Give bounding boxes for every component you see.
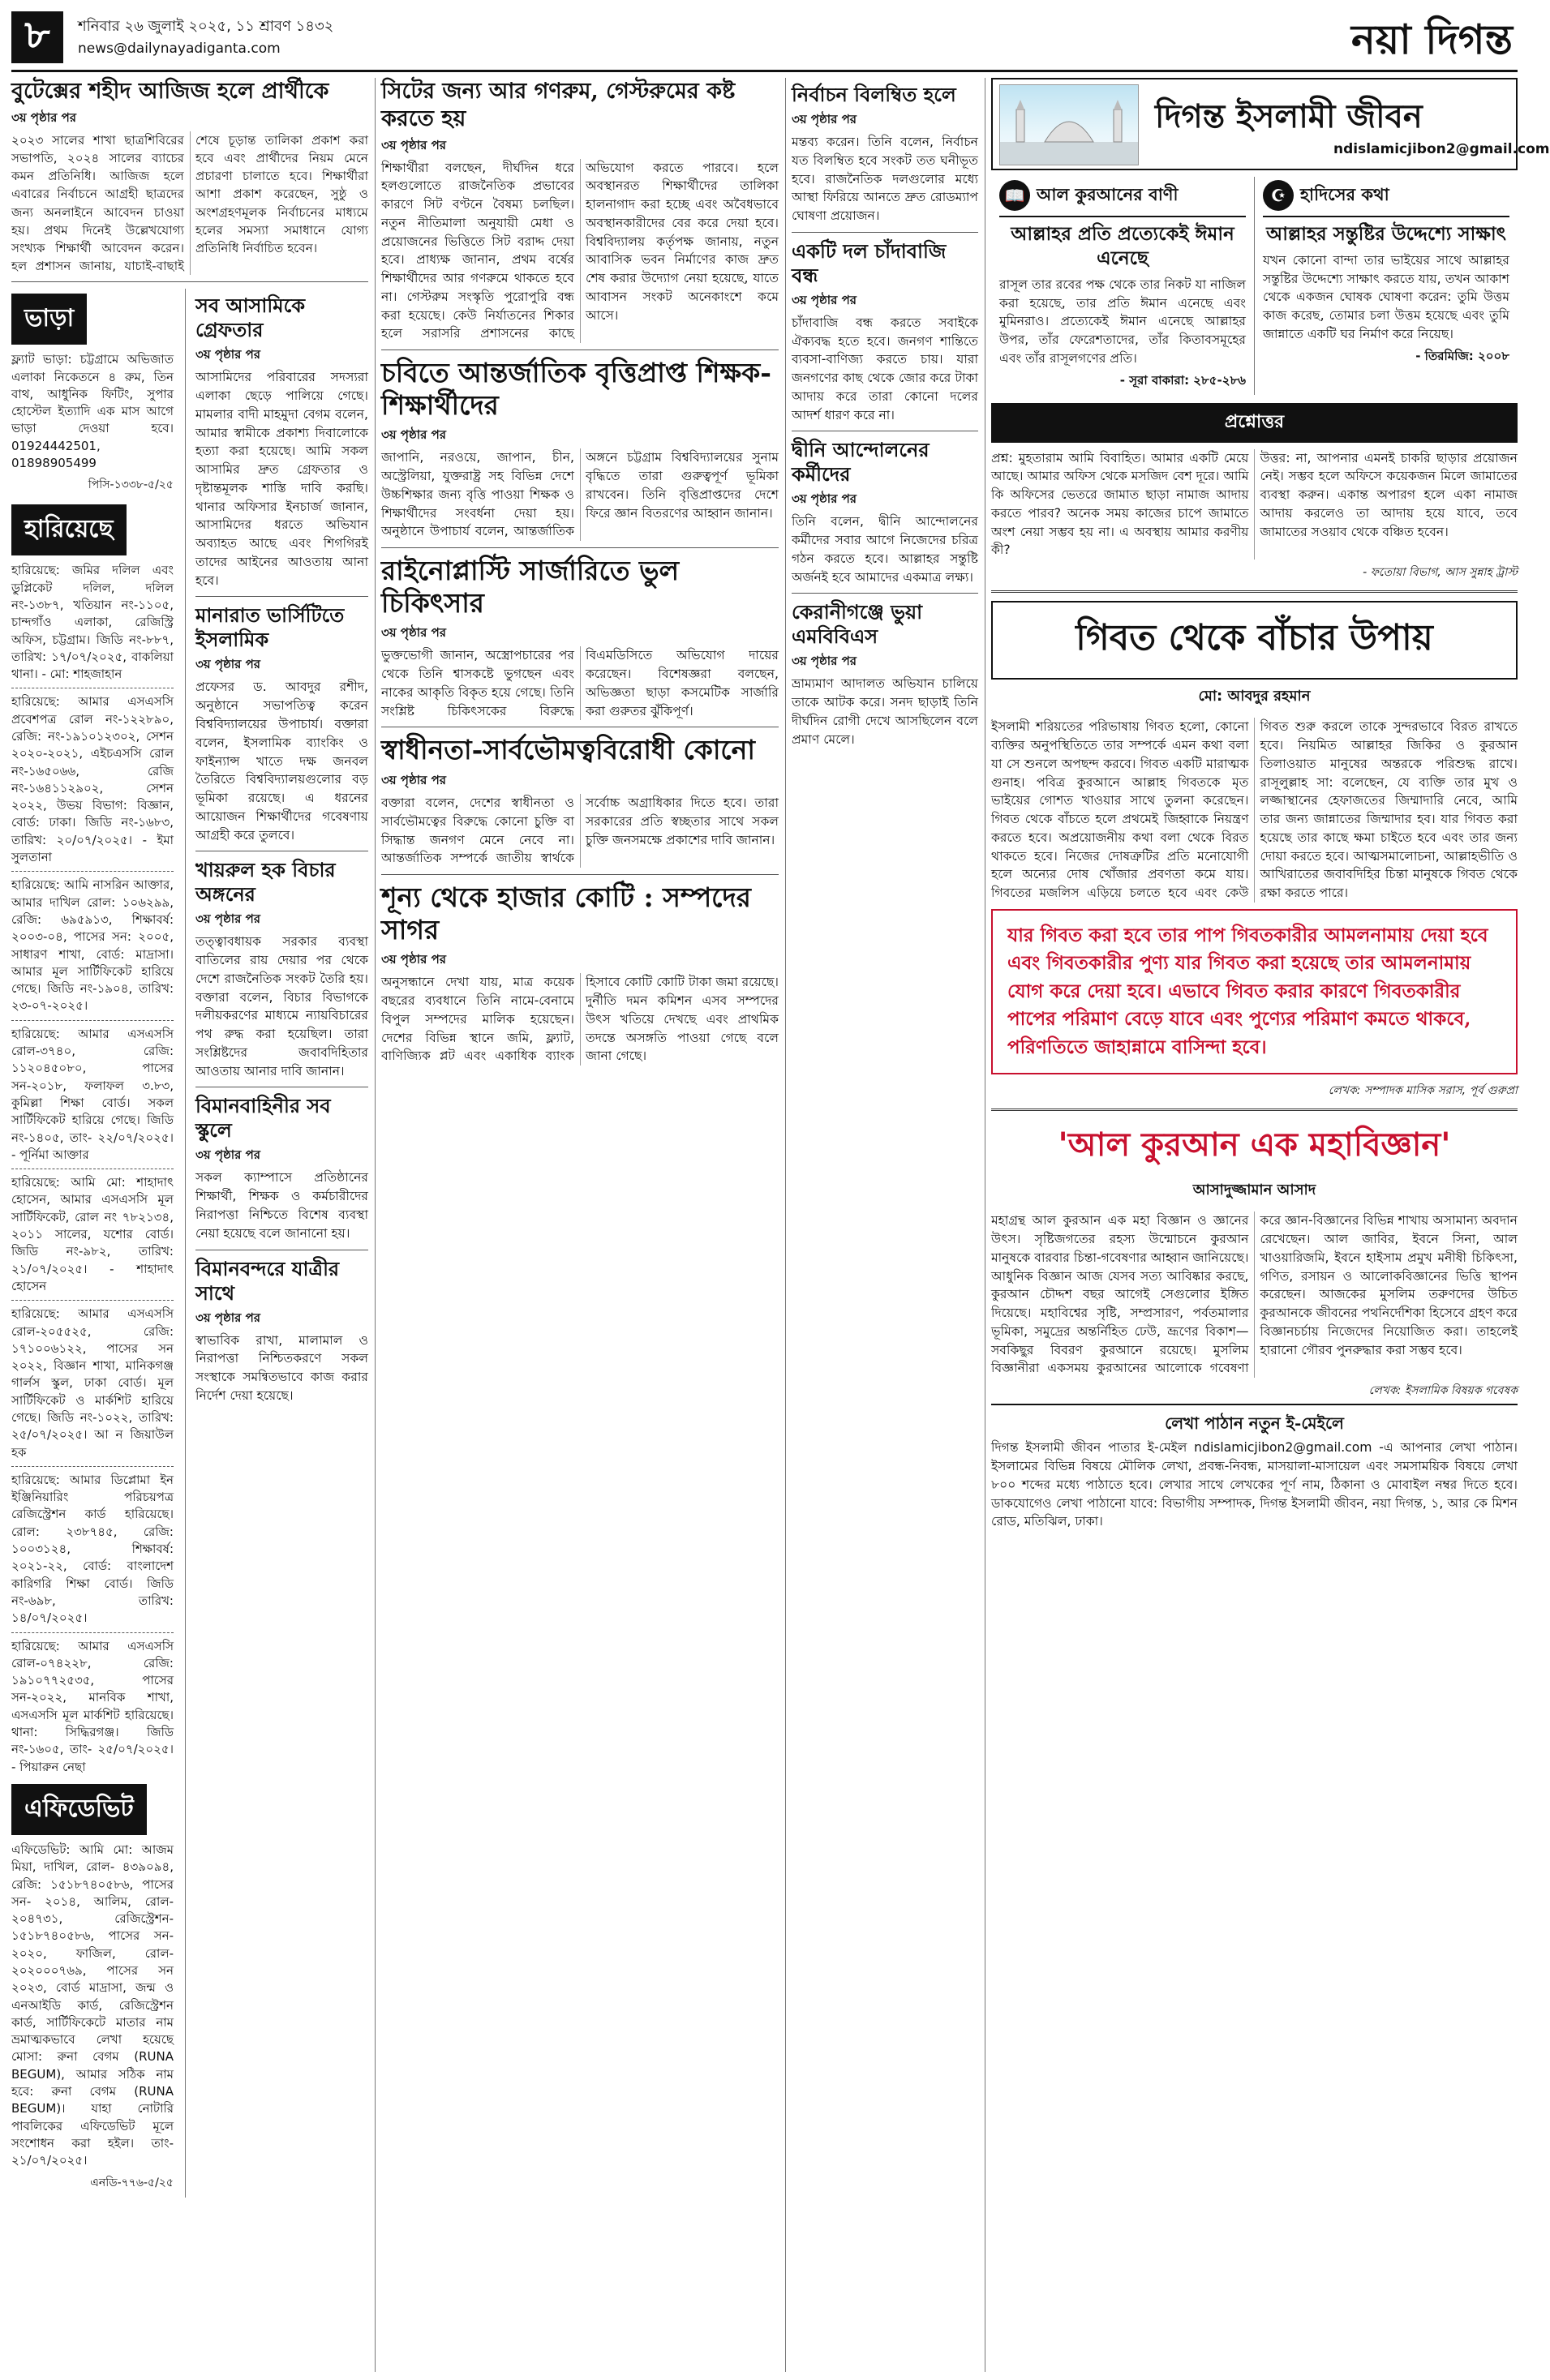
divider (11, 871, 174, 872)
page-header (11, 6, 1518, 72)
quran-text: রাসূল তার রবের পক্ষ থেকে তার নিকট যা নাজিল করা হয়েছে, তার প্রতি ঈমান এনেছে এবং মুমিনরাও। প্রত্যেকেই ঈমান এনেছে আল্লাহর উপর, তাঁর ফেরেশতাদের, তাঁর কিতাবসমূহের এবং তাঁর রাসূলগণের প্রতি। (999, 277, 1246, 366)
divider (792, 593, 978, 594)
headline-election-delay: নির্বাচন বিলম্বিত হলে (792, 83, 956, 106)
story-body: প্রফেসর ড. আবদুর রশীদ, অনুষ্ঠানে সভাপতিত্ব করেন বিশ্ববিদ্যালয়ের উপাচার্য। বক্তারা বলেন, ইসলামিক ব্যাংকিং ও ফাইন্যান্স খাতে দক্ষ জনবল তৈরিতে বিশ্ববিদ্যালয়গুলোর বড় ভূমিকা রয়েছে। এ ধরনের আয়োজন শিক্ষার্থীদের গবেষণায় আগ্রহী করে তুলবে। (195, 680, 368, 843)
story-body: স্বাভাবিক রাখা, মালামাল ও নিরাপত্তা নিশ্চিতকরণে সকল সংস্থাকে সমন্বিতভাবে কাজ করার নির্দেশ দেয়া হয়েছে। (195, 1332, 368, 1403)
content-grid (11, 78, 1550, 2372)
affidavit-ad: এফিডেভিট: আমি মো: আজম মিয়া, দাখিল, রোল- ৪৩৯০৯৪, রেজি: ১৫১৮৭৪০৫৮৬, পাসের সন- ২০১৪, আলিম, রোল- ২০৪৭৩১, রেজিস্ট্রেশন- ১৫১৮৭৪০৫৮৬, পাসের সন- ২০২০, ফাজিল, রোল- ২০২০০০৭৬৯, পাসের সন ২০২৩, বোর্ড মাদ্রাসা, জন্ম ও এনআইডি কার্ড, রেজিস্ট্রেশন কার্ড, সার্টিফিকেটে মাতার নাম ভ্রমাত্মকভাবে লেখা হয়েছে মোসা: রুনা বেগম (RUNA BEGUM), আমার সঠিক নাম হবে: রুনা বেগম (RUNA BEGUM)। যাহা নোটারি পাবলিকের এফিডেভিট মূলে সংশোধন করা হইল। তাং- ২১/০৭/২০২৫। (11, 1842, 174, 2168)
story-body: ২০২৩ সালের শাখা ছাত্রশিবিরের সভাপতি, ২০২৪ সালের ব্যাচের কমন প্রতিনিধি। আজিজ হলে এবারের নির্বাচনে আগ্রহী ছাত্রদের জন্য অনলাইনে আবেদন চাওয়া হয়। প্রথম দিনেই উল্লেখযোগ্য সংখ্যক শিক্ষার্থী আবেদন করেন। হল প্রশাসন জানায়, যাচাই-বাছাই শেষে চূড়ান্ত তালিকা প্রকাশ করা হবে এবং প্রার্থীদের নিয়ম মেনে প্রচারণা চালাতে হবে। শিক্ষার্থীরা আশা প্রকাশ করেছেন, সুষ্ঠু ও অংশগ্রহণমূলক নির্বাচনের মাধ্যমে হলের সমস্যা সমাধানে যোগ্য প্রতিনিধি নির্বাচিত হবেন। (11, 132, 368, 274)
qa-answer: উত্তর: না, আপনার এমনই চাকরি ছাড়ার প্রয়োজন নেই। সম্ভব হলে অফিসে কয়েকজন মিলে জামাতের ব্যবস্থা করুন। একান্ত অপারগ হলে একা নামাজ আদায় করলেও তা আদায় হয়ে যাবে, তবে জামাতের সওয়াব থেকে বঞ্চিত হবেন। (1260, 450, 1518, 539)
column-narrow (792, 78, 978, 2372)
headline-fake-mbbs: কেরানীগঞ্জে ভুয়া এমবিবিএস (792, 600, 923, 649)
section-email: ndislamicjibon2@gmail.com (1333, 141, 1550, 157)
continued-label: ৩য় পৃষ্ঠার পর (195, 347, 261, 362)
quran-science-author-note: লেখক: ইসলামিক বিষয়ক গবেষক (1368, 1384, 1518, 1398)
quran-box (991, 177, 1254, 395)
masthead-logo (1351, 10, 1513, 77)
headline-seat: সিটের জন্য আর গণরুম, গেস্টরুমের কষ্ট করতে হয় (381, 79, 736, 131)
continued-label: ৩য় পৃষ্ঠার পর (381, 427, 447, 443)
story-body: জাপানি, নরওয়ে, জাপান, চীন, অস্ট্রেলিয়া, যুক্তরাষ্ট্র সহ বিভিন্ন দেশে উচ্চশিক্ষার জন্য বৃত্তি পাওয়া শিক্ষক ও শিক্ষার্থীদের সংবর্ধনা দেয়া হয়। অনুষ্ঠানে উপাচার্য বলেন, আন্তর্জাতিক অঙ্গনে চট্টগ্রাম বিশ্ববিদ্যালয়ের সুনাম বৃদ্ধিতে তারা গুরুত্বপূর্ণ ভূমিকা রাখবেন। তিনি বৃত্তিপ্রাপ্তদের দেশে ফিরে জ্ঞান বিতরণের আহ্বান জানান। (381, 450, 779, 539)
divider (11, 1466, 174, 1467)
footer-heading: লেখা পাঠান নতুন ই-মেইলে (1165, 1413, 1344, 1434)
lost-ad: হারিয়েছে: জমির দলিল এবং ডুপ্লিকেট দলিল, দলিল নং-১৩৮৭, খতিয়ান নং-১১০৫, চান্দগাঁও এলাকা, রেজিস্ট্রি অফিস, চট্টগ্রাম। জিডি নং-৮৮৭, তারিখ: ১৭/০৭/২০২৫, বাকলিয়া থানা। - মো: শাহজাহান (11, 563, 174, 682)
story-body: ভুক্তভোগী জানান, অস্ত্রোপচারের পর থেকে তিনি শ্বাসকষ্টে ভুগছেন এবং নাকের আকৃতি বিকৃত হয়ে গেছে। তিনি সংশ্লিষ্ট চিকিৎসকের বিরুদ্ধে বিএমডিসিতে অভিযোগ দায়ের করেছেন। বিশেষজ্ঞরা বলছেন, অভিজ্ঞতা ছাড়া কসমেটিক সার্জারি করা গুরুতর ঝুঁকিপূর্ণ। (381, 648, 779, 718)
submission-footer (991, 1404, 1518, 1531)
mosque-image (999, 84, 1139, 165)
story-body: আসামিদের পরিবারের সদস্যরা এলাকা ছেড়ে পালিয়ে গেছে। মামলার বাদী মাহমুদা বেগম বলেন, আমার স্বামীকে প্রকাশ্য দিবালোকে হত্যা করা হয়েছে। আমি সকল আসামির দ্রুত গ্রেফতার ও দৃষ্টান্তমূলক শাস্তি দাবি করছি। থানার অফিসার ইনচার্জ জানান, আসামিদের ধরতে অভিযান অব্যাহত আছে এবং শিগগিরই তাদের আইনের আওতায় আনা হবে। (195, 370, 368, 588)
column-rule (785, 78, 786, 2372)
divider (11, 1300, 174, 1301)
divider (381, 547, 779, 548)
continued-label: ৩য় পৃষ্ঠার পর (792, 654, 857, 669)
headline-airport: বিমানবন্দরে যাত্রীর সাথে (195, 1256, 340, 1305)
headline-wealth: শূন্য থেকে হাজার কোটি : সম্পদের সাগর (381, 881, 751, 946)
lost-ad: হারিয়েছে: আমি মো: শাহাদাৎ হোসেন, আমার এসএসসি মূল সার্টিফিকেট, রোল নং ৭৮২১৩৪, ২০১১ সালের, যশোর বোর্ড। জিডি নং-৯৮২, তারিখ: ২১/০৭/২০২৫। - শাহাদাৎ হোসেন (11, 1175, 174, 1293)
quran-headline: আল্লাহর প্রতি প্রত্যেকেই ঈমান এনেছে (1011, 223, 1234, 269)
page-number: ৮ (11, 11, 63, 63)
continued-label: ৩য় পৃষ্ঠার পর (381, 137, 447, 152)
gibot-author-note: লেখক: সম্পাদক মাসিক সরাস, পূর্ব গুরুপ্রা (1328, 1084, 1518, 1098)
ad-id: এনডি-৭৭৬-৫/২৫ (90, 2176, 174, 2189)
divider (381, 874, 779, 875)
lost-ad: হারিয়েছে: আমার এসএসসি রোল-২০৫৫২৫, রেজি: ১৭১০০৬১২২, পাসের সন ২০২২, বিজ্ঞান শাখা, মানিকগঞ্জ গার্লস স্কুল, ঢাকা বোর্ড। মূল সার্টিফিকেট ও মার্কশিট হারিয়ে গেছে। জিডি নং-১০২২, তারিখ: ২৫/০৭/২০২৫। আ ন জিয়াউল হক (11, 1306, 174, 1460)
story-body: তত্ত্বাবধায়ক সরকার ব্যবস্থা বাতিলের রায় দেয়ার পর থেকে দেশে রাজনৈতিক সংকট তৈরি হয়। বক্তারা বলেন, বিচার বিভাগকে দলীয়করণের মাধ্যমে ন্যায়বিচারের পথ রুদ্ধ করা হয়েছিল। তারা সংশ্লিষ্টদের জবাবদিহিতার আওতায় আনার দাবি জানান। (195, 934, 368, 1079)
story-body: সকল ক্যাম্পাসে প্রতিষ্ঠানের শিক্ষার্থী, শিক্ষক ও কর্মচারীদের নিরাপত্তা নিশ্চিতে বিশেষ ব্যবস্থা নেয়া হয়েছে বলে জানানো হয়। (195, 1170, 368, 1241)
date-line: শনিবার ২৬ জুলাই ২০২৫, ১১ শ্রাবণ ১৪৩২ (78, 18, 334, 35)
lost-ad: হারিয়েছে: আমার এসএসসি রোল-৩৭৪০, রেজি: ১১২০৪৫০৮০, পাসের সন-২০১৮, ফলাফল ৩.৮৩, কুমিল্লা শিক্ষা বোর্ড। সকল সার্টিফিকেট হারিয়ে গেছে। জিডি নং-১৪০৫, তাং- ২২/০৭/২০২৫। - পূর্নিমা আক্তার (11, 1026, 174, 1162)
qa-question: প্রশ্ন: মুহতারাম আমি বিবাহিত। আমার একটি মেয়ে আছে। আমার অফিস থেকে মসজিদ বেশ দূরে। আমি কি অফিসের ভেতরে জামাত ছাড়া নামাজ আদায় করতে পারব? অনেক সময় কাজের চাপে জামাতে অংশ নেয়া সম্ভব হয় না। এ অবস্থায় আমার করণীয় কী? (991, 450, 1249, 558)
continued-label: ৩য় পৃষ্ঠার পর (792, 491, 857, 507)
divider (11, 281, 368, 282)
continued-label: ৩য় পৃষ্ঠার পর (195, 1310, 261, 1325)
quran-hadith-row (991, 177, 1518, 395)
continued-label: ৩য় পৃষ্ঠার পর (381, 952, 447, 967)
rent-heading: ভাড়া (11, 294, 87, 345)
mosque-icon (1000, 85, 1138, 165)
column-center (381, 78, 779, 2372)
quran-label (999, 177, 1246, 217)
gibot-title: গিবত থেকে বাঁচার উপায় (991, 601, 1518, 680)
story-body: বক্তারা বলেন, দেশের স্বাধীনতা ও সার্বভৌমত্বের বিরুদ্ধে কোনো চুক্তি বা সিদ্ধান্ত জনগণ মেনে নেবে না। আন্তর্জাতিক সম্পর্কে জাতীয় স্বার্থকে সর্বোচ্চ অগ্রাধিকার দিতে হবে। তারা সরকারের প্রতি স্বচ্ছতার সাথে সকল চুক্তি জনসমক্ষে প্রকাশের দাবি জানান। (381, 795, 779, 866)
divider (991, 590, 1518, 593)
lost-heading: হারিয়েছে (11, 504, 127, 555)
continued-label: ৩য় পৃষ্ঠার পর (195, 911, 261, 927)
hadith-text: যখন কোনো বান্দা তার ভাইয়ের সাথে আল্লাহর সন্তুষ্টির উদ্দেশ্যে সাক্ষাৎ করতে যায়, তখন আকাশ থেকে একজন ঘোষক ঘোষণা করেন: তুমি উত্তম কাজ করেছ, তোমার চলা উত্তম হয়েছে এবং তুমি জান্নাতে একটি ঘর নির্মাণ করে নিয়েছ। (1263, 252, 1509, 341)
qa-content (991, 449, 1518, 560)
book-icon: 📖 (999, 180, 1030, 211)
divider (991, 1109, 1518, 1111)
crescent-icon: ☪ (1263, 180, 1294, 211)
islamic-section-header (991, 78, 1550, 170)
continued-label: ৩য় পৃষ্ঠার পর (792, 112, 857, 127)
headline-rhinoplasty: রাইনোপ্লাস্টি সার্জারিতে ভুল চিকিৎসার (381, 555, 680, 619)
gibot-author: মো: আবদুর রহমান (1198, 688, 1311, 705)
headline-airforce: বিমানবাহিনীর সব স্কুলে (195, 1094, 331, 1143)
headline-butex: বুটেক্সের শহীদ আজিজ হলে প্রার্থীকে (11, 79, 329, 104)
news-subcolumn (185, 289, 368, 2197)
headline-dini-workers: দ্বীনি আন্দোলনের কর্মীদের (792, 438, 930, 487)
headline-manarat: মানারাত ভার্সিটিতে ইসলামিক (195, 603, 345, 652)
continued-label: ৩য় পৃষ্ঠার পর (792, 292, 857, 307)
headline-cu-scholarship: চবিতে আন্তর্জাতিক বৃত্তিপ্রাপ্ত শিক্ষক-শিক্ষার্থীদের (381, 357, 771, 421)
story-body: শিক্ষার্থীরা বলছেন, দীর্ঘদিন ধরে হলগুলোতে রাজনৈতিক প্রভাবের কারণে সিট বণ্টনে বৈষম্য চলছিল। নতুন নীতিমালা অনুযায়ী মেধা ও প্রয়োজনের ভিত্তিতে সিট বরাদ্দ দেয়া হবে। প্রাধ্যক্ষ জানান, প্রথম বর্ষের শিক্ষার্থীদের আর গণরুমে থাকতে হবে না। গেস্টরুম সংস্কৃতি পুরোপুরি বন্ধ করা হয়েছে। কেউ নির্যাতনের শিকার হলে সরাসরি প্রশাসনের কাছে অভিযোগ করতে পারবে। হলে অবস্থানরত শিক্ষার্থীদের তালিকা হালনাগাদ করা হচ্ছে এবং অবৈধভাবে অবস্থানকারীদের বের করে দেয়া হবে। বিশ্ববিদ্যালয় কর্তৃপক্ষ জানায়, নতুন আবাসিক ভবন নির্মাণের কাজ দ্রুত শেষ করার উদ্যোগ নেয়া হয়েছে, যাতে আবাসন সংকট অনেকাংশে কমে আসে। (381, 160, 779, 341)
lost-ad: হারিয়েছে: আমার এসএসসি প্রবেশপত্র রোল নং-১২২৮৯০, রেজি: নং-১৯১০১২৩০২, সেশন ২০২০-২০২১, এইচএসসি রোল নং-১৬৫০৬৬, রেজি নং-১৬৪১১২৯০২, সেশন ২০২২, উভয় বিভাগ: বিজ্ঞান, বোর্ড: ঢাকা। জিডি নং-১৬৮৩, তারিখ: ২০/০৭/২০২৫। - ইমা সুলতানা (11, 694, 174, 865)
story-body: অনুসন্ধানে দেখা যায়, মাত্র কয়েক বছরের ব্যবধানে তিনি নামে-বেনামে বিপুল সম্পদের মালিক হয়েছেন। দেশের বিভিন্ন স্থানে জমি, ফ্ল্যাট, বাণিজ্যিক প্লট এবং একাধিক ব্যাংক হিসাবে কোটি কোটি টাকা জমা রয়েছে। দুর্নীতি দমন কমিশন এসব সম্পদের উৎস খতিয়ে দেখছে এবং প্রাথমিক তদন্তে অসঙ্গতি পাওয়া গেছে বলে জানা গেছে। (381, 975, 779, 1064)
hadith-headline: আল্লাহর সন্তুষ্টির উদ্দেশ্যে সাক্ষাৎ (1266, 223, 1506, 245)
divider (11, 1020, 174, 1021)
continued-label: ৩য় পৃষ্ঠার পর (195, 657, 261, 672)
logo-text: নয়া দিগন্ত (1350, 15, 1513, 63)
affidavit-heading: এফিডেভিট (11, 1784, 147, 1835)
headline-arrest: সব আসামিকে গ্রেফতার (195, 294, 306, 342)
continued-label: ৩য় পৃষ্ঠার পর (195, 1147, 261, 1163)
quran-source: - সূরা বাকারা: ২৮৫-২৮৬ (1119, 372, 1246, 388)
continued-label: ৩য় পৃষ্ঠার পর (381, 625, 447, 641)
hadith-box (1254, 177, 1518, 395)
lost-ad: হারিয়েছে: আমার এসএসসি রোল-০৭৪২২৮, রেজি: ১৯১০৭৭২৫৩৫, পাসের সন-২০২২, মানবিক শাখা, এসএসসি মূল মার্কশিট হারিয়েছে। থানা: সিদ্ধিরগঞ্জ। জিডি নং-১৬০৫, তাং- ২৫/০৭/২০২৫। - পিয়ারুন নেছা (11, 1638, 174, 1774)
lost-ad: হারিয়েছে: আমি নাসরিন আক্তার, আমার দাখিল রোল: ১০৬২৯৯, রেজি: ৬৯৫৯১৩, শিক্ষাবর্ষ: ২০০৩-০৪, পাসের সন: ২০০৫, সাধারণ শাখা, বোর্ড: মাদ্রাসা। আমার মূল সার্টিফিকেট হারিয়ে গেছে। জিডি নং-১৯০৪, তারিখ: ২৩-০৭-২০২৫। (11, 877, 174, 1014)
hadith-label (1263, 177, 1509, 217)
divider (11, 1632, 174, 1633)
story-body: মন্তব্য করেন। তিনি বলেন, নির্বাচন যত বিলম্বিত হবে সংকট তত ঘনীভূত হবে। রাজনৈতিক দলগুলোর মধ্যে আস্থা ফিরিয়ে আনতে দ্রুত রোডম্যাপ ঘোষণা প্রয়োজন। (792, 135, 978, 224)
story-body: ভ্রাম্যমাণ আদালত অভিযান চালিয়ে তাকে আটক করে। সনদ ছাড়াই তিনি দীর্ঘদিন রোগী দেখে আসছিলেন বলে প্রমাণ মেলে। (792, 676, 978, 747)
rent-ad: ফ্ল্যাট ভাড়া: চট্টগ্রামে অভিজাত এলাকা নিকেতনে ৪ রুম, তিন বাথ, আধুনিক ফিটিং, সুপার হোস্টেল ইত্যাদি এক মাস আগে ভাড়া দেওয়া হবে। 01924442501, 01898905499 (11, 352, 174, 471)
islamic-section (991, 78, 1550, 2372)
gibot-body: ইসলামী শরিয়তের পরিভাষায় গিবত হলো, কোনো ব্যক্তির অনুপস্থিতিতে তার সম্পর্কে এমন কথা বলা যা সে শুনলে অপছন্দ করবে। গিবত একটি মারাত্মক গুনাহ। পবিত্র কুরআনে আল্লাহ গিবতকে মৃত ভাইয়ের গোশত খাওয়ার সাথে তুলনা করেছেন। গিবত থেকে বাঁচতে হলে প্রথমেই জিহ্বাকে নিয়ন্ত্রণ করতে হবে। অপ্রয়োজনীয় কথা বলা থেকে বিরত থাকতে হবে। নিজের দোষত্রুটির প্রতি মনোযোগী হলে অন্যের দোষ খোঁজার প্রবণতা কমে যায়। গিবতের মজলিস এড়িয়ে চলতে হবে এবং কেউ গিবত শুরু করলে তাকে সুন্দরভাবে বিরত রাখতে হবে। নিয়মিত আল্লাহর জিকির ও কুরআন তিলাওয়াত মানুষের অন্তরকে পরিশুদ্ধ রাখে। রাসূলুল্লাহ সা: বলেছেন, যে ব্যক্তি তার মুখ ও লজ্জাস্থানের হেফাজতের জিম্মাদারি নেবে, আমি তার জন্য জান্নাতের জিম্মাদার হব। যার গিবত করা হয়েছে তার কাছে ক্ষমা চাইতে হবে এবং তার জন্য দোয়া করতে হবে। আত্মসমালোচনা, আল্লাহভীতি ও আখিরাতের জবাবদিহির চিন্তা মানুষকে গিবত থেকে রক্ষা করতে পারে। (991, 719, 1518, 901)
hadith-source: - তিরমিজি: ২০০৮ (1415, 348, 1509, 363)
gibot-callout: যার গিবত করা হবে তার পাপ গিবতকারীর আমলনামায় দেয়া হবে এবং গিবতকারীর পুণ্য যার গিবত করা হয়েছে তার আমলনামায় যোগ করে দেয়া হবে। এভাবে গিবত করার কারণে গিবতকারীর পাপের পরিমাণ বেড়ে যাবে এবং পুণ্যের পরিমাণ কমতে থাকবে, পরিণতিতে জাহান্নামে বাসিন্দা হবে। (991, 909, 1518, 1075)
divider (381, 349, 779, 350)
news-email: news@dailynayadiganta.com (78, 41, 281, 57)
quran-science-body: মহাগ্রন্থ আল কুরআন এক মহা বিজ্ঞান ও জ্ঞানের উৎস। সৃষ্টিজগতের রহস্য উন্মোচনে কুরআন মানুষকে বারবার চিন্তা-গবেষণার আহ্বান জানিয়েছে। আধুনিক বিজ্ঞান আজ যেসব সত্য আবিষ্কার করছে, কুরআন চৌদ্দশ বছর আগেই সেগুলোর ইঙ্গিত দিয়েছে। মহাবিশ্বের সৃষ্টি, সম্প্রসারণ, পর্বতমালার ভূমিকা, সমুদ্রের অন্তর্নিহিত ঢেউ, ভ্রূণের বিকাশ—সবকিছুর বিবরণ কুরআনে রয়েছে। মুসলিম বিজ্ঞানীরা একসময় কুরআনের আলোকে গবেষণা করে জ্ঞান-বিজ্ঞানের বিভিন্ন শাখায় অসামান্য অবদান রেখেছেন। আল জাবির, ইবনে সিনা, আল খাওয়ারিজমি, ইবনে হাইসাম প্রমুখ মনীষী চিকিৎসা, গণিত, রসায়ন ও আলোকবিজ্ঞানের ভিত্তি স্থাপন করেছেন। আজকের মুসলিম তরুণদের উচিত কুরআনকে জীবনের পথনির্দেশিকা হিসেবে গ্রহণ করে বিজ্ঞানচর্চায় নিজেদের নিয়োজিত করা। তাহলেই হারানো গৌরব পুনরুদ্ধার করা সম্ভব হবে। (991, 1213, 1518, 1376)
section-title: দিগন্ত ইসলামী জীবন (1155, 97, 1423, 135)
quran-label-text: আল কুরআনের বাণী (1037, 183, 1179, 204)
continued-label: ৩য় পৃষ্ঠার পর (11, 109, 77, 125)
column-rule (375, 78, 376, 2372)
lost-ad: হারিয়েছে: আমার ডিপ্লোমা ইন ইঞ্জিনিয়ারিং পরিচয়পত্র রেজিস্ট্রেশন কার্ড হারিয়েছে। রোল: ২৩৮৭৪৫, রেজি: ১০০৩১২৪, শিক্ষাবর্ষ: ২০২১-২২, বোর্ড: বাংলাদেশ কারিগরি শিক্ষা বোর্ড। জিডি নং-৬৯৮, তারিখ: ১৪/০৭/২০২৫। (11, 1472, 174, 1626)
footer-body: দিগন্ত ইসলামী জীবন পাতার ই-মেইল ndislamicjibon2@gmail.com -এ আপনার লেখা পাঠান। ইসলামের বিভিন্ন বিষয়ে মৌলিক লেখা, প্রবন্ধ-নিবন্ধ, মাসয়ালা-মাসায়েল এবং সমসাময়িক বিষয়ে লেখা ৮০০ শব্দের মধ্যে পাঠাতে হবে। লেখার সাথে লেখকের পূর্ণ নাম, ঠিকানা ও মোবাইল নম্বর দিতে হবে। ডাকযোগেও লেখা পাঠানো যাবে: বিভাগীয় সম্পাদক, দিগন্ত ইসলামী জীবন, নয়া দিগন্ত, ১, আর কে মিশন রোড, মতিঝিল, ঢাকা। (991, 1440, 1518, 1529)
qa-bar: প্রশ্নোত্তর (991, 403, 1518, 443)
headline-khairul: খায়রুল হক বিচার অঙ্গনের (195, 858, 336, 907)
continued-label: ৩য় পৃষ্ঠার পর (381, 773, 447, 788)
hadith-label-text: হাদিসের কথা (1300, 183, 1389, 204)
classified-and-news-row (11, 289, 368, 2197)
divider (792, 232, 978, 233)
classifieds-column (11, 289, 174, 2197)
headline-extortion: একটি দল চাঁদাবাজি বন্ধ (792, 238, 947, 287)
ad-id: পিসি-১৩৩৮-৫/২৫ (88, 478, 174, 492)
quran-science-author: আসাদুজ্জামান আসাদ (1192, 1181, 1316, 1199)
headline-sovereignty: স্বাধীনতা-সার্বভৌমত্ববিরোধী কোনো (381, 734, 755, 766)
story-body: তিনি বলেন, দ্বীনি আন্দোলনের কর্মীদের সবার আগে নিজেদের চরিত্র গঠন করতে হবে। আল্লাহর সন্তুষ্টি অর্জনই হবে আমাদের একমাত্র লক্ষ্য। (792, 514, 978, 585)
quran-science-title: 'আল কুরআন এক মহাবিজ্ঞান' (1058, 1126, 1451, 1164)
divider (195, 596, 368, 597)
qa-source: - ফতোয়া বিভাগ, আস সুন্নাহ ট্রাস্ট (1363, 566, 1518, 580)
column-left (11, 78, 368, 2372)
story-body: চাঁদাবাজি বন্ধ করতে সবাইকে ঐক্যবদ্ধ হতে হবে। জনগণ শান্তিতে ব্যবসা-বাণিজ্য করতে চায়। যারা জনগণের কাছ থেকে জোর করে টাকা আদায় করে তারা কোনো দলের আদর্শ ধারণ করে না। (792, 315, 978, 422)
